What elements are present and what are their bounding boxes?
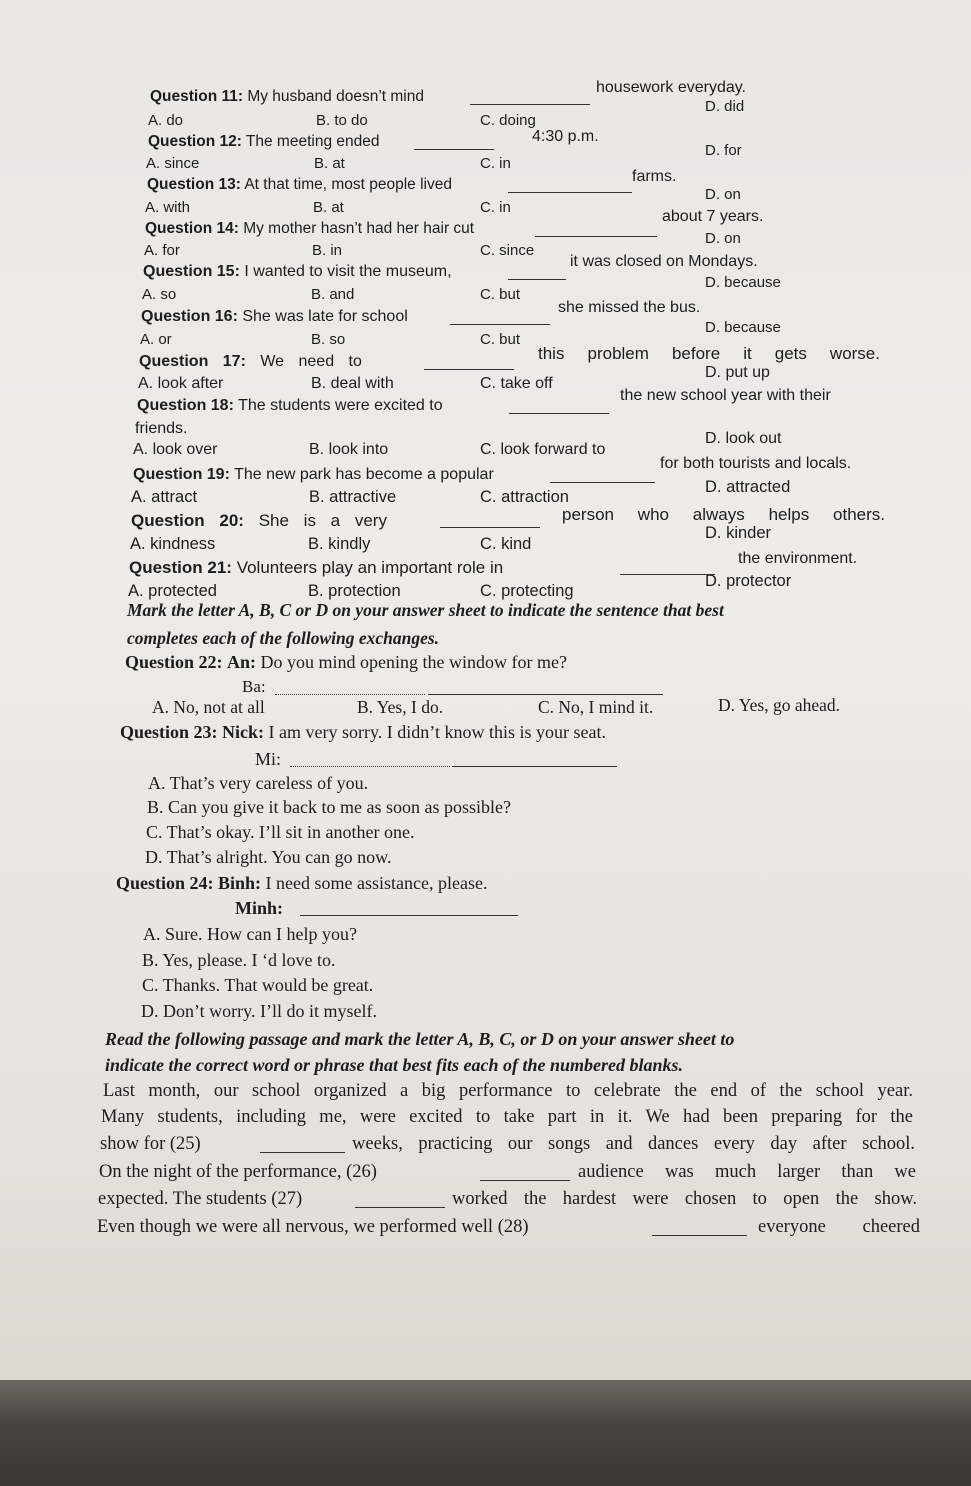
question-14-option-b: B. in xyxy=(312,242,343,259)
question-19-text: The new park has become a popular xyxy=(229,466,494,483)
question-22-option-c: C. No, I mind it. xyxy=(538,697,654,717)
question-16-blank xyxy=(450,310,550,325)
question-23-stem xyxy=(120,722,606,743)
question-13-option-a: A. with xyxy=(145,199,191,216)
question-21-blank xyxy=(620,560,715,575)
question-11-option-d: D. did xyxy=(705,98,745,115)
question-21-option-c: C. protecting xyxy=(480,582,574,600)
question-12-stem xyxy=(148,133,379,151)
question-24-speaker: Binh: xyxy=(218,873,262,893)
question-20-blank xyxy=(440,513,540,528)
question-18-option-a: A. look over xyxy=(133,441,218,458)
question-13-option-d: D. on xyxy=(705,186,741,203)
question-19-option-b: B. attractive xyxy=(309,488,397,506)
instruction-exchanges-line-1: Mark the letter A, B, C or D on your answer sheet to indicate the sentence that best xyxy=(127,600,724,620)
question-13-option-c: C. in xyxy=(480,199,511,216)
question-20-option-d: D. kinder xyxy=(705,524,772,542)
question-15-stem xyxy=(143,263,452,281)
question-12-label: Question 12: xyxy=(148,133,242,150)
question-23-reply-dots xyxy=(290,752,450,767)
question-13-label: Question 13: xyxy=(147,176,241,193)
question-16-stem xyxy=(141,308,408,326)
question-21-option-b: B. protection xyxy=(308,582,401,600)
question-20-option-a: A. kindness xyxy=(130,535,216,553)
question-16-option-a: A. or xyxy=(140,331,172,348)
passage-line-1: Last month, our school organized a big performance to celebrate the end of the school year. xyxy=(103,1081,913,1101)
question-16-option-b: B. so xyxy=(311,331,346,348)
question-12-option-b: B. at xyxy=(314,155,345,172)
question-15-option-b: B. and xyxy=(311,286,355,303)
question-11-option-b: B. to do xyxy=(316,112,368,129)
passage-blank-27 xyxy=(355,1193,445,1208)
question-23-reply-blank xyxy=(452,752,617,767)
question-18-option-b: B. look into xyxy=(309,441,389,458)
question-24-option-c: C. Thanks. That would be great. xyxy=(142,975,374,995)
question-18-option-c: C. look forward to xyxy=(480,441,606,458)
question-22-option-a: A. No, not at all xyxy=(152,697,265,717)
question-24-label: Question 24: xyxy=(116,873,214,893)
passage-line-4-start: On the night of the performance, (26) xyxy=(99,1162,377,1182)
question-17-text: We need to xyxy=(245,353,362,370)
question-23-option-a: A. That’s very careless of you. xyxy=(148,773,369,793)
instruction-exchanges-line-2: completes each of the following exchanges. xyxy=(127,628,440,648)
question-20-option-c: C. kind xyxy=(480,535,532,553)
question-14-stem xyxy=(145,220,474,238)
question-24-option-a: A. Sure. How can I help you? xyxy=(143,924,357,944)
question-17-after: this problem before it gets worse. xyxy=(538,344,880,363)
question-22-option-d: D. Yes, go ahead. xyxy=(718,695,841,715)
question-23-option-b: B. Can you give it back to me as soon as possible? xyxy=(147,797,511,817)
question-15-label: Question 15: xyxy=(143,263,240,280)
question-23-label: Question 23: xyxy=(120,722,218,742)
question-16-text: She was late for school xyxy=(237,308,408,325)
question-21-after: the environment. xyxy=(738,550,858,567)
question-22-reply-blank xyxy=(428,680,663,695)
question-17-stem xyxy=(139,353,362,371)
passage-line-3-start: show for (25) xyxy=(100,1134,201,1154)
question-13-blank xyxy=(508,178,632,193)
question-20-after: person who always helps others. xyxy=(562,505,885,524)
question-22-speaker: An: xyxy=(227,652,257,672)
question-24-option-d: D. Don’t worry. I’ll do it myself. xyxy=(141,1001,377,1021)
question-16-after: she missed the bus. xyxy=(558,299,701,316)
question-22-stem xyxy=(125,652,567,673)
question-17-option-d: D. put up xyxy=(705,364,770,381)
question-23-option-c: C. That’s okay. I’ll sit in another one. xyxy=(146,822,415,842)
passage-blank-25 xyxy=(260,1138,345,1153)
question-19-option-d: D. attracted xyxy=(705,478,791,496)
question-17-option-c: C. take off xyxy=(480,375,553,392)
question-13-stem xyxy=(147,176,452,194)
question-13-after: farms. xyxy=(632,168,677,185)
question-15-text: I wanted to visit the museum, xyxy=(239,263,452,280)
question-14-option-a: A. for xyxy=(144,242,180,259)
question-21-option-d: D. protector xyxy=(705,572,792,590)
question-12-after: 4:30 p.m. xyxy=(532,128,599,145)
instruction-passage-line-1: Read the following passage and mark the letter A, B, C, or D on your answer sheet to xyxy=(105,1029,735,1049)
passage-blank-28 xyxy=(652,1221,747,1236)
question-18-label: Question 18: xyxy=(137,397,234,414)
question-21-label: Question 21: xyxy=(129,558,232,577)
question-19-option-a: A. attract xyxy=(131,488,198,506)
question-12-option-d: D. for xyxy=(705,142,742,159)
question-24-option-b: B. Yes, please. I ‘d love to. xyxy=(142,950,336,970)
question-19-after: for both tourists and locals. xyxy=(660,455,852,472)
question-23-reply-speaker: Mi: xyxy=(255,749,282,769)
question-12-option-c: C. in xyxy=(480,155,511,172)
question-15-option-d: D. because xyxy=(705,274,781,291)
question-15-blank xyxy=(508,265,566,280)
question-11-option-a: A. do xyxy=(148,112,184,129)
question-20-option-b: B. kindly xyxy=(308,535,371,553)
question-21-option-a: A. protected xyxy=(128,582,217,600)
question-14-option-d: D. on xyxy=(705,230,741,247)
question-20-label: Question 20: xyxy=(131,511,244,530)
question-11-stem xyxy=(150,88,424,106)
question-22-text: Do you mind opening the window for me? xyxy=(260,652,567,672)
question-17-option-b: B. deal with xyxy=(311,375,394,392)
question-23-speaker: Nick: xyxy=(222,722,265,742)
question-12-option-a: A. since xyxy=(146,155,200,172)
passage-line-6-start: Even though we were all nervous, we performed well (28) xyxy=(97,1217,529,1237)
question-11-text: My husband doesn’t mind xyxy=(243,88,424,105)
question-18-blank xyxy=(509,399,609,414)
question-15-option-c: C. but xyxy=(480,286,521,303)
question-12-blank xyxy=(414,135,494,150)
question-24-text: I need some assistance, please. xyxy=(265,873,488,893)
instruction-passage-line-2: indicate the correct word or phrase that best fits each of the numbered blanks. xyxy=(105,1055,684,1075)
question-24-reply-speaker: Minh: xyxy=(235,898,284,918)
passage-line-4-end: audience was much larger than we xyxy=(578,1162,916,1182)
question-17-label: Question 17: xyxy=(139,353,246,370)
question-22-reply-dots xyxy=(275,680,425,695)
passage-line-5-end: worked the hardest were chosen to open the show. xyxy=(452,1189,917,1209)
question-18-stem xyxy=(137,397,443,415)
question-22-label: Question 22: xyxy=(125,652,223,672)
question-24-reply-blank xyxy=(300,901,518,916)
passage-blank-26 xyxy=(480,1166,570,1181)
passage-line-5-start: expected. The students (27) xyxy=(98,1189,303,1209)
question-11-blank xyxy=(470,90,590,105)
question-20-text: She is a very xyxy=(243,511,387,530)
question-14-blank xyxy=(535,222,657,237)
question-15-option-a: A. so xyxy=(142,286,177,303)
question-16-label: Question 16: xyxy=(141,308,238,325)
question-18-after: the new school year with their xyxy=(620,387,831,404)
question-17-option-a: A. look after xyxy=(138,375,224,392)
question-14-after: about 7 years. xyxy=(662,208,764,225)
question-14-option-c: C. since xyxy=(480,242,535,259)
question-17-blank xyxy=(424,355,514,370)
question-21-stem xyxy=(129,558,503,578)
question-19-stem xyxy=(133,466,494,484)
question-15-after: it was closed on Mondays. xyxy=(570,253,758,270)
question-23-text: I am very sorry. I didn’t know this is your seat. xyxy=(268,722,606,742)
question-14-text: My mother hasn’t had her hair cut xyxy=(238,220,475,237)
passage-line-6-end: everyone cheered xyxy=(758,1217,920,1237)
question-18-option-d: D. look out xyxy=(705,430,782,447)
question-23-option-d: D. That’s alright. You can go now. xyxy=(145,847,392,867)
question-11-label: Question 11: xyxy=(150,88,244,105)
table-surface xyxy=(0,1380,971,1486)
question-13-text: At that time, most people lived xyxy=(240,176,452,193)
question-19-blank xyxy=(550,468,655,483)
question-21-text: Volunteers play an important role in xyxy=(231,558,504,577)
question-20-stem xyxy=(131,511,387,531)
question-19-option-c: C. attraction xyxy=(480,488,569,506)
question-19-label: Question 19: xyxy=(133,466,230,483)
question-24-stem xyxy=(116,873,487,894)
question-12-text: The meeting ended xyxy=(241,133,380,150)
question-16-option-c: C. but xyxy=(480,331,521,348)
question-18-after-continued: friends. xyxy=(135,420,188,437)
passage-line-3-end: weeks, practicing our songs and dances every day after school. xyxy=(352,1134,915,1154)
question-14-label: Question 14: xyxy=(145,220,239,237)
passage-line-2: Many students, including me, were excited to take part in it. We had been preparing for the xyxy=(101,1107,913,1127)
question-11-option-c: C. doing xyxy=(480,112,536,129)
question-22-option-b: B. Yes, I do. xyxy=(357,697,444,717)
question-18-text: The students were excited to xyxy=(233,397,443,414)
question-13-option-b: B. at xyxy=(313,199,344,216)
question-16-option-d: D. because xyxy=(705,319,781,336)
question-11-after: housework everyday. xyxy=(596,79,746,96)
question-22-reply-speaker: Ba: xyxy=(242,677,266,696)
